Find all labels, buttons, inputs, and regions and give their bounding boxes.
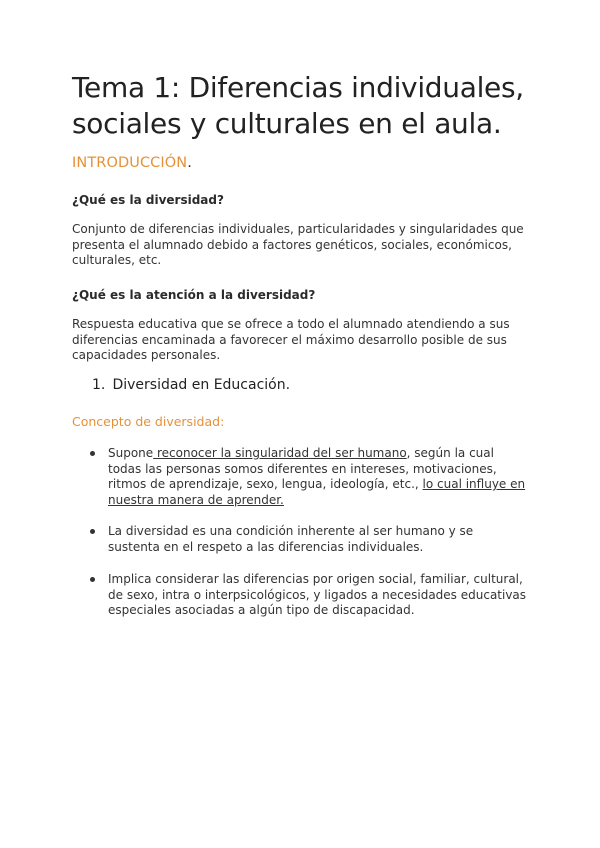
section-title: Diversidad en Educación. <box>112 377 291 393</box>
bullet-icon <box>90 451 95 456</box>
list-item <box>108 446 528 508</box>
bullet-text: Implica considerar las diferencias por origen social, familiar, cultural, de sexo, intra o interpsicológicos, y ligados a necesidades educativas especiales asociadas a algún tipo de discapacidad. <box>108 572 527 617</box>
bullet-underlined-text: reconocer la singularidad del ser humano <box>153 446 407 460</box>
bullet-icon <box>90 577 95 582</box>
intro-heading-period: . <box>187 155 192 171</box>
bullet-text: Supone <box>108 446 154 460</box>
concept-heading: Concepto de diversidad: <box>72 414 225 429</box>
bullet-icon <box>90 529 95 534</box>
answer-diversity: Conjunto de diferencias individuales, particularidades y singularidades que presenta el alumnado debido a factores genéticos, sociales, económicos, culturales, etc. <box>72 222 524 267</box>
intro-heading-text: INTRODUCCIÓN <box>72 155 188 171</box>
intro-heading <box>72 155 192 171</box>
section-heading <box>92 377 290 393</box>
question-diversity: ¿Qué es la diversidad? <box>72 193 224 207</box>
bullet-text: , según la cual todas las personas somos diferentes en intereses, motivaciones, ritmos de aprendizaje, sexo, lengua, ideología, etc., <box>108 446 497 491</box>
bullet-text: La diversidad es una condición inherente al ser humano y se sustenta en el respeto a las diferencias individuales. <box>108 524 474 554</box>
answer-attention-diversity: Respuesta educativa que se ofrece a todo el alumnado atendiendo a sus diferencias encaminada a favorecer el máximo desarrollo posible de sus capacidades personales. <box>72 317 510 362</box>
list-item <box>108 524 528 555</box>
question-attention-diversity: ¿Qué es la atención a la diversidad? <box>72 288 316 302</box>
page-title: Tema 1: Diferencias individuales, sociales y culturales en el aula. <box>72 71 524 140</box>
bullet-underlined-text: lo cual influye en nuestra manera de aprender. <box>108 477 526 507</box>
section-number: 1. <box>92 377 106 393</box>
list-item <box>108 572 528 619</box>
